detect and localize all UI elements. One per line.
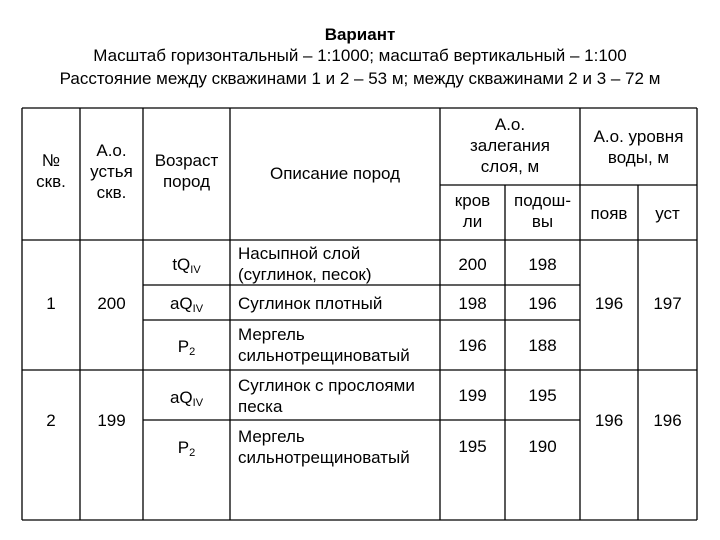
well-2-layer-2-sole: 190 bbox=[528, 437, 557, 456]
well-2-layer-1-sole: 195 bbox=[528, 386, 557, 405]
well-1-layer-3-desc: Мергель сильнотрещиноватый bbox=[238, 325, 410, 365]
scale-line: Масштаб горизонтальный – 1:1000; масштаб вертикальный – 1:100 bbox=[93, 46, 627, 65]
col-appear-header: появ bbox=[590, 204, 628, 223]
col-roof-header: кров ли bbox=[454, 191, 491, 231]
distance-line: Расстояние между скважинами 1 и 2 – 53 м; между скважинами 2 и 3 – 72 м bbox=[59, 69, 661, 88]
col-sole-header: подош- вы bbox=[514, 191, 571, 231]
well-2-water-appear: 196 bbox=[594, 411, 624, 430]
well-2-water-steady: 196 bbox=[653, 411, 682, 430]
well-1-layer-2-desc: Суглинок плотный bbox=[238, 294, 383, 313]
well-1-layer-1-desc: Насыпной слой (суглинок, песок) bbox=[238, 244, 372, 284]
col-age-header: Возраст пород bbox=[154, 151, 219, 191]
well-1-layer-2-roof: 198 bbox=[458, 294, 487, 313]
variant-title: Вариант bbox=[324, 25, 396, 44]
well-2-layer-1-desc: Суглинок с прослоями песка bbox=[238, 376, 415, 416]
well-1-layer-1-roof: 200 bbox=[458, 255, 487, 274]
well-1-water-appear: 196 bbox=[594, 294, 624, 313]
well-2-layer-2-desc: Мергель сильнотрещиноватый bbox=[238, 427, 410, 467]
well-1-layer-1-age: $tQ_{IV}$ bbox=[172, 255, 201, 276]
col-mouth-header: А.о. устья скв. bbox=[90, 141, 133, 202]
col-desc-header: Описание пород bbox=[269, 164, 401, 183]
well-1-layer-1-sole: 198 bbox=[528, 255, 557, 274]
well-1-water-steady: 197 bbox=[653, 294, 682, 313]
well-1-layer-2-sole: 196 bbox=[528, 294, 557, 313]
col-layer-header: А.о. залегания слоя, м bbox=[470, 115, 550, 176]
col-steady-header: уст bbox=[655, 204, 680, 223]
well-2-layer-2-roof: 195 bbox=[458, 437, 487, 456]
well-1-mouth: 200 bbox=[97, 294, 126, 313]
well-2-layer-2-age: $P_2$ bbox=[177, 438, 196, 459]
well-1-layer-3-age: $P_2$ bbox=[177, 337, 196, 358]
well-2-layer-1-roof: 199 bbox=[458, 386, 487, 405]
well-1-layer-3-roof: 196 bbox=[458, 336, 487, 355]
well-1-num: 1 bbox=[46, 294, 56, 313]
well-2-num: 2 bbox=[46, 411, 56, 430]
col-num-header: № скв. bbox=[36, 151, 66, 191]
well-2-layer-1-age: $aQ_{IV}$ bbox=[169, 388, 204, 409]
well-1-layer-2-age: $aQ_{IV}$ bbox=[169, 294, 204, 315]
well-1-layer-3-sole: 188 bbox=[528, 336, 557, 355]
well-2-mouth: 199 bbox=[97, 411, 126, 430]
col-water-header: А.о. уровня воды, м bbox=[593, 127, 684, 167]
